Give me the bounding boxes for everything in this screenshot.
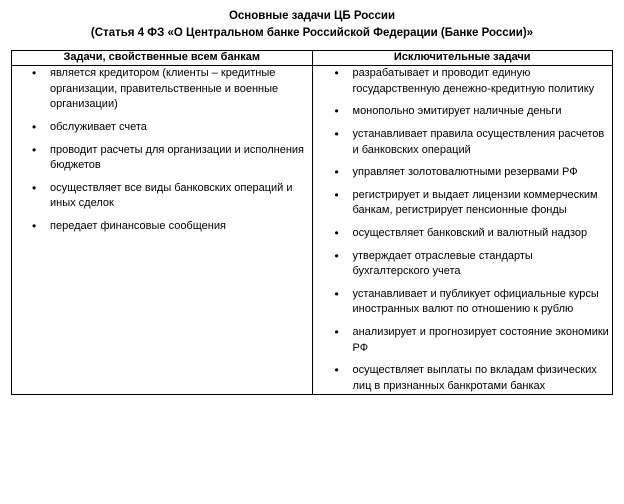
- list-item: • управляет золотовалютными резервами РФ: [313, 165, 613, 181]
- list-item: • является кредитором (клиенты – кредитные организации, правительственные и военные организации): [12, 66, 312, 113]
- list-item: • монопольно эмитирует наличные деньги: [313, 104, 613, 120]
- list-item: • устанавливает и публикует официальные курсы иностранных валют по отношению к рублю: [313, 287, 613, 318]
- list-item: • осуществляет банковский и валютный надзор: [313, 226, 613, 242]
- table-header-row: [12, 51, 613, 66]
- page-title: [10, 8, 614, 41]
- exclusive-tasks-cell: [312, 66, 613, 395]
- list-item: • проводит расчеты для организации и исполнения бюджетов: [12, 143, 312, 174]
- common-tasks-cell: [12, 66, 313, 395]
- title-line-2: (Статья 4 ФЗ «О Центральном банке Российской Федерации (Банке России)»: [90, 26, 534, 39]
- list-item: • регистрирует и выдает лицензии коммерческим банкам, регистрирует пенсионные фонды: [313, 188, 613, 219]
- list-item: • обслуживает счета: [12, 120, 312, 136]
- column-header-common-tasks: Задачи, свойственные всем банкам: [12, 51, 313, 66]
- exclusive-tasks-list: [313, 66, 613, 394]
- list-item: • анализирует и прогнозирует состояние экономики РФ: [313, 325, 613, 356]
- title-line-1: Основные задачи ЦБ России: [228, 10, 396, 22]
- list-item: • осуществляет выплаты по вкладам физических лиц в признанных банкротами банках: [313, 363, 613, 394]
- list-item: • утверждает отраслевые стандарты бухгалтерского учета: [313, 249, 613, 280]
- list-item: • разрабатывает и проводит единую государственную денежно-кредитную политику: [313, 66, 613, 97]
- column-header-exclusive-tasks: Исключительные задачи: [312, 51, 613, 66]
- list-item: • передает финансовые сообщения: [12, 219, 312, 235]
- list-item: • устанавливает правила осуществления расчетов и банковских операций: [313, 127, 613, 158]
- tasks-table: [11, 50, 613, 395]
- list-item: • осуществляет все виды банковских операций и иных сделок: [12, 181, 312, 212]
- table-body-row: [12, 66, 613, 395]
- common-tasks-list: [12, 66, 312, 234]
